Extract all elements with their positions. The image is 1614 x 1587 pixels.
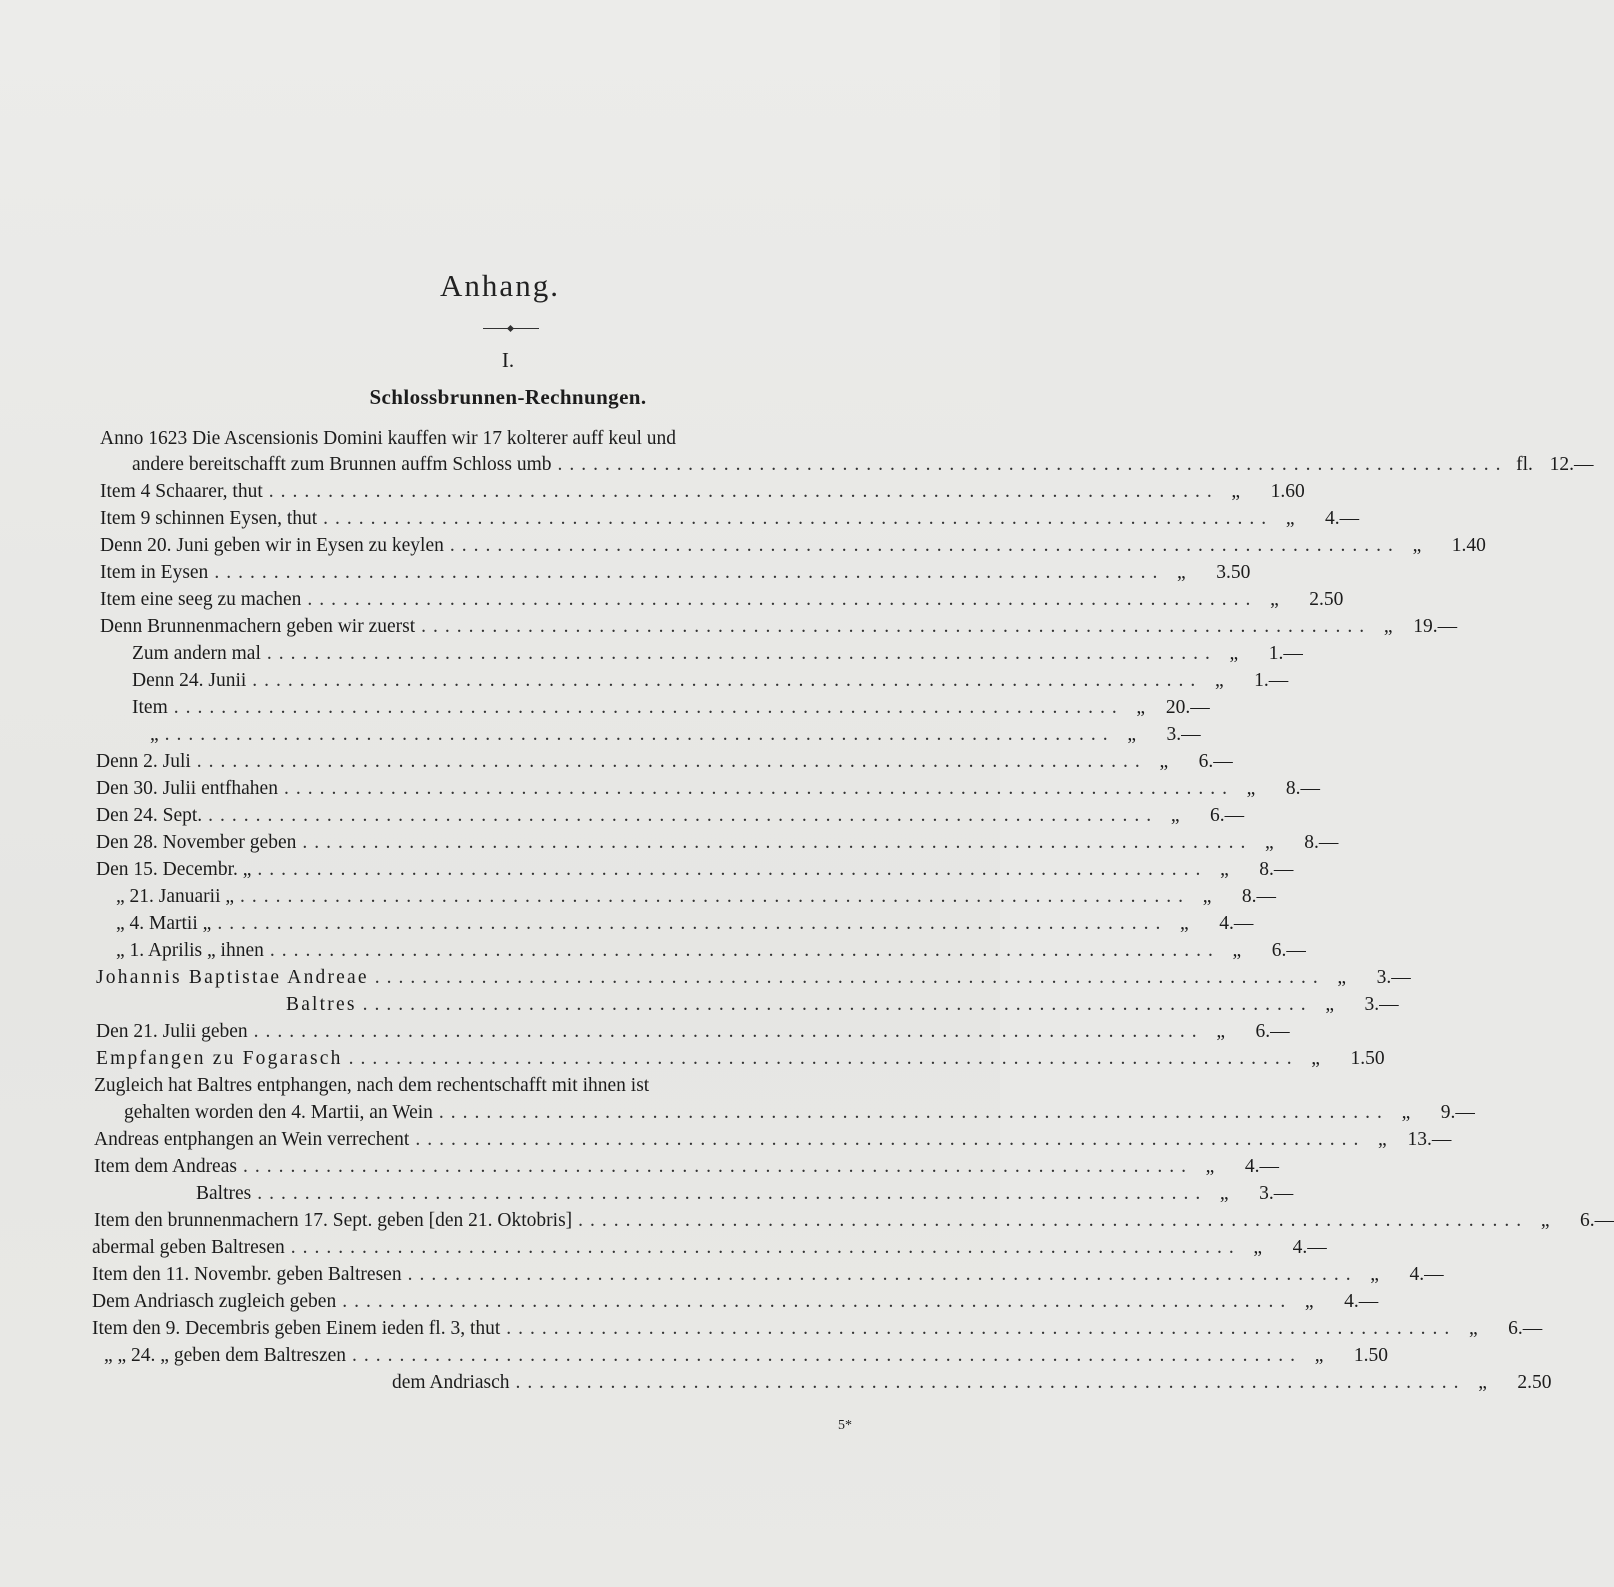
entry-unit: „ <box>1202 886 1212 907</box>
account-entry <box>196 1181 1294 1207</box>
leader-dots: ................................................................................ <box>449 535 1400 556</box>
entry-text: Den 21. Julii geben <box>96 1021 248 1042</box>
entry-unit: „ <box>1478 1372 1487 1393</box>
entry-unit: „ <box>1219 1183 1229 1204</box>
account-entry <box>100 560 1251 586</box>
account-entry <box>124 1100 1475 1126</box>
entry-unit: „ <box>1253 1237 1263 1258</box>
entry-text: „ 4. Martii „ <box>116 913 212 934</box>
page-title: Anhang. <box>440 268 560 303</box>
entry-amount: 1.— <box>1254 670 1289 691</box>
account-entry <box>96 776 1320 802</box>
entry-text: Den 30. Julii entfhahen <box>96 778 278 799</box>
entry-amount: 1.40 <box>1451 535 1486 556</box>
account-entry <box>94 1127 1452 1153</box>
entry-text: dem Andriasch <box>392 1372 510 1393</box>
entry-unit: „ <box>1231 481 1241 502</box>
entry-amount: 4.— <box>1325 508 1360 529</box>
entry-amount: 12.— <box>1549 454 1594 475</box>
leader-dots: ................................................................................ <box>415 1129 1366 1150</box>
entry-text: Johannis Baptistae Andreae <box>96 967 369 988</box>
account-entry <box>100 614 1458 640</box>
account-entry <box>132 668 1289 694</box>
account-entry <box>96 857 1294 883</box>
entry-unit: „ <box>1314 1345 1324 1366</box>
entry-text: Denn 24. Junii <box>132 670 247 691</box>
entry-unit: „ <box>1229 643 1239 664</box>
account-entry <box>94 1073 649 1099</box>
leader-dots: ................................................................................ <box>268 481 1219 502</box>
account-entry <box>100 587 1344 613</box>
entry-amount: 8.— <box>1259 859 1294 880</box>
leader-dots: ................................................................................ <box>302 832 1253 853</box>
entry-text: Zum andern mal <box>132 643 261 664</box>
entry-text: Item den 11. Novembr. geben Baltresen <box>92 1264 402 1285</box>
account-entry <box>92 1235 1327 1261</box>
entry-text: Anno 1623 Die Ascensionis Domini kauffen wir 17 kolterer auff keul und <box>100 428 677 449</box>
account-entry <box>96 830 1339 856</box>
leader-dots: ................................................................................ <box>196 751 1147 772</box>
entry-unit: „ <box>1370 1264 1379 1285</box>
entry-text: Item den brunnenmachern 17. Sept. geben [den 21. Oktobris] <box>94 1210 573 1231</box>
entry-text: Item in Eysen <box>100 562 209 583</box>
leader-dots: ................................................................................ <box>214 562 1165 583</box>
entry-unit: „ <box>1285 508 1295 529</box>
entry-text: Item eine seeg zu machen <box>100 589 302 610</box>
entry-text: Baltres <box>196 1183 252 1204</box>
entry-amount: 4.— <box>1244 1156 1279 1177</box>
leader-dots: ................................................................................ <box>362 994 1313 1015</box>
account-entry <box>100 426 676 452</box>
leader-dots: ................................................................................ <box>173 697 1124 718</box>
account-entry <box>94 1208 1614 1234</box>
entry-amount: 13.— <box>1407 1129 1452 1150</box>
entry-amount: 4.— <box>1344 1291 1379 1312</box>
entry-unit: „ <box>1270 589 1279 610</box>
leader-dots: ................................................................................ <box>557 454 1508 475</box>
account-entry <box>100 479 1305 505</box>
entry-text: „ „ 24. „ geben dem Baltreszen <box>104 1345 347 1366</box>
account-entry <box>96 749 1233 775</box>
entry-unit: „ <box>1401 1102 1411 1123</box>
account-entry <box>100 506 1360 532</box>
leader-dots: ................................................................................ <box>253 1021 1204 1042</box>
entry-unit: „ <box>1216 1021 1225 1042</box>
leader-dots: ................................................................................ <box>407 1264 1358 1285</box>
entry-text: Item dem Andreas <box>94 1156 237 1177</box>
leader-dots: ................................................................................ <box>208 805 1159 826</box>
entry-amount: 8.— <box>1241 886 1277 907</box>
leader-dots: ................................................................................ <box>323 508 1274 529</box>
leader-dots: ................................................................................ <box>242 1156 1193 1177</box>
entry-unit: „ <box>1205 1156 1215 1177</box>
entry-amount: 2.50 <box>1517 1372 1552 1393</box>
entry-amount: 2.50 <box>1309 589 1344 610</box>
account-entry <box>92 1316 1543 1342</box>
entry-amount: 6.— <box>1255 1021 1290 1042</box>
section-numeral: I. <box>501 348 515 372</box>
entry-text: Item den 9. Decembris geben Einem ieden fl. 3, thut <box>92 1318 501 1339</box>
leader-dots: ................................................................................ <box>342 1291 1293 1312</box>
entry-unit: „ <box>1136 697 1146 718</box>
account-entry <box>116 938 1306 964</box>
account-entry <box>100 533 1486 559</box>
account-entry <box>96 1019 1290 1045</box>
account-entry <box>94 1154 1279 1180</box>
entry-amount: 3.— <box>1166 724 1201 745</box>
leader-dots: ................................................................................ <box>352 1345 1303 1366</box>
account-entry <box>116 911 1254 937</box>
leader-dots: ................................................................................ <box>506 1318 1457 1339</box>
entry-amount: 8.— <box>1285 778 1320 799</box>
leader-dots: ................................................................................ <box>421 616 1372 637</box>
entry-text: Dem Andriasch zugleich geben <box>92 1291 337 1312</box>
leader-dots: ................................................................................ <box>283 778 1234 799</box>
entry-unit: „ <box>1176 562 1186 583</box>
account-entry <box>392 1370 1552 1396</box>
entry-text: Denn Brunnenmachern geben wir zuerst <box>100 616 416 637</box>
entry-unit: „ <box>1337 967 1347 988</box>
account-entry <box>132 695 1210 721</box>
entry-amount: 1.60 <box>1270 481 1305 502</box>
entry-unit: „ <box>1468 1318 1478 1339</box>
entry-amount: 6.— <box>1580 1210 1614 1231</box>
account-entry <box>286 992 1399 1018</box>
leader-dots: ................................................................................ <box>266 643 1217 664</box>
entry-unit: „ <box>1325 994 1334 1015</box>
entry-unit: „ <box>1412 535 1422 556</box>
entry-text: Zugleich hat Baltres entphangen, nach dem rechentschafft mit ihnen ist <box>94 1075 650 1096</box>
entry-amount: 1.— <box>1268 643 1303 664</box>
entry-amount: 20.— <box>1165 697 1210 718</box>
entry-unit: „ <box>1220 859 1229 880</box>
entry-amount: 3.50 <box>1216 562 1251 583</box>
entry-amount: 3.— <box>1376 967 1411 988</box>
account-entry <box>96 965 1411 991</box>
entry-unit: „ <box>1170 805 1180 826</box>
leader-dots: ................................................................................ <box>269 940 1220 961</box>
entry-unit: fl. <box>1516 454 1533 475</box>
account-entry <box>132 452 1594 478</box>
leader-dots: ................................................................................ <box>374 967 1325 988</box>
leader-dots: ................................................................................ <box>164 724 1115 745</box>
leader-dots: ................................................................................ <box>240 886 1191 907</box>
entry-amount: 19.— <box>1413 616 1458 637</box>
entry-amount: 8.— <box>1304 832 1339 853</box>
leader-dots: ................................................................................ <box>307 589 1258 610</box>
entry-amount: 6.— <box>1198 751 1233 772</box>
leader-dots: ................................................................................ <box>438 1102 1389 1123</box>
entry-unit: „ <box>1127 724 1136 745</box>
account-entry <box>96 1046 1385 1072</box>
entry-text: „ 1. Aprilis „ ihnen <box>116 940 264 961</box>
leader-dots: ................................................................................ <box>578 1210 1529 1231</box>
entry-text: Den 24. Sept. <box>96 805 203 826</box>
entry-amount: 4.— <box>1292 1237 1327 1258</box>
entry-unit: „ <box>1159 751 1169 772</box>
entry-text: Empfangen zu Fogarasch <box>96 1048 343 1069</box>
entry-amount: 6.— <box>1210 805 1245 826</box>
account-entry <box>132 641 1303 667</box>
entry-text: Denn 20. Juni geben wir in Eysen zu keylen <box>100 535 444 556</box>
entry-unit: „ <box>1214 670 1224 691</box>
leader-dots: ................................................................................ <box>217 913 1168 934</box>
leader-dots: ................................................................................ <box>290 1237 1241 1258</box>
entry-amount: 3.— <box>1259 1183 1294 1204</box>
account-entry <box>92 1262 1444 1288</box>
leader-dots: ................................................................................ <box>252 670 1203 691</box>
entry-text: Item 4 Schaarer, thut <box>100 481 263 502</box>
entry-text: „ <box>150 724 159 745</box>
entry-unit: „ <box>1265 832 1274 853</box>
entry-amount: 4.— <box>1409 1264 1444 1285</box>
account-entry <box>104 1343 1389 1369</box>
account-entry <box>96 803 1245 829</box>
entry-text: andere bereitschafft zum Brunnen auffm Schloss umb <box>132 454 552 475</box>
entry-unit: „ <box>1304 1291 1314 1312</box>
entry-text: Den 28. November geben <box>96 832 297 853</box>
entry-unit: „ <box>1179 913 1189 934</box>
entry-unit: „ <box>1378 1129 1387 1150</box>
leader-dots: ................................................................................ <box>348 1048 1299 1069</box>
page-number: 5* <box>838 1418 852 1433</box>
entry-amount: 6.— <box>1271 940 1306 961</box>
entry-unit: „ <box>1540 1210 1550 1231</box>
entry-text: Andreas entphangen an Wein verrechent <box>94 1129 410 1150</box>
entry-unit: „ <box>1311 1048 1320 1069</box>
entry-text: gehalten worden den 4. Martii, an Wein <box>124 1102 433 1123</box>
entry-amount: 1.50 <box>1353 1345 1389 1366</box>
account-entry <box>150 722 1201 748</box>
entry-unit: „ <box>1232 940 1242 961</box>
entry-text: Den 15. Decembr. „ <box>96 859 252 880</box>
entry-text: Denn 2. Juli <box>96 751 191 772</box>
entry-text: Item <box>132 697 168 718</box>
leader-dots: ................................................................................ <box>257 1183 1208 1204</box>
entry-amount: 1.50 <box>1350 1048 1385 1069</box>
entry-amount: 4.— <box>1219 913 1254 934</box>
entry-text: Item 9 schinnen Eysen, thut <box>100 508 318 529</box>
leader-dots: ................................................................................ <box>515 1372 1466 1393</box>
account-entry <box>116 884 1277 910</box>
entry-amount: 9.— <box>1440 1102 1475 1123</box>
entry-text: „ 21. Januarii „ <box>116 886 235 907</box>
entry-amount: 6.— <box>1508 1318 1543 1339</box>
entry-text: Baltres <box>286 994 357 1015</box>
entry-amount: 3.— <box>1364 994 1399 1015</box>
entry-text: abermal geben Baltresen <box>92 1237 285 1258</box>
entry-unit: „ <box>1246 778 1256 799</box>
entry-unit: „ <box>1383 616 1393 637</box>
leader-dots: ................................................................................ <box>257 859 1208 880</box>
account-entry <box>92 1289 1379 1315</box>
section-subtitle: Schlossbrunnen-Rechnungen. <box>369 385 647 409</box>
